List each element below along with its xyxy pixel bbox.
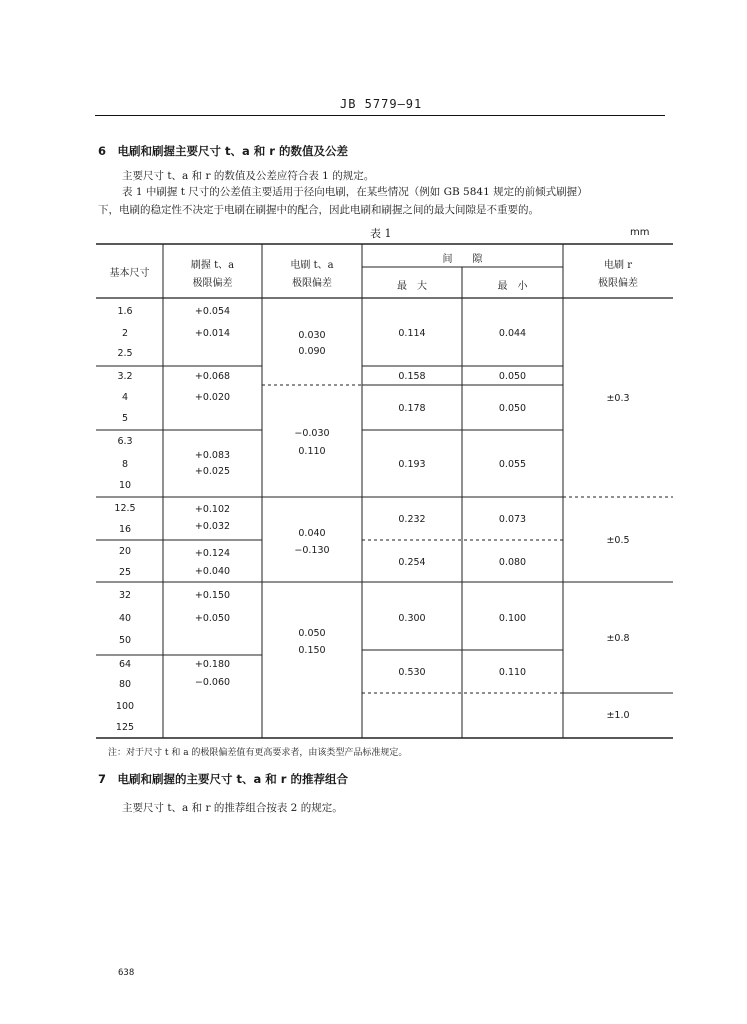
header-brush-line1: 电刷 t、a [290,260,334,271]
section-6-para2-line1: 表 1 中刷握 t 尺寸的公差值主要适用于径向电刷，在某些情况（例如 GB 5841 规定的前倾式刷握） [122,186,588,198]
brush-deviation-lower: −0.130 [294,545,330,556]
basic-size-cell: 5 [121,413,129,424]
brush-deviation-upper: 0.030 [298,330,326,341]
clearance-min: 0.050 [498,371,527,382]
basic-size-cell: 80 [118,679,132,690]
brush-deviation-lower: 0.150 [298,645,326,656]
standard-number: JB 5779—91 [340,97,423,111]
clearance-max: 0.158 [398,371,426,382]
holder-deviation-lower: +0.014 [194,328,231,339]
basic-size-cell: 20 [118,546,132,557]
header-holder-line2: 极限偏差 [192,278,233,289]
clearance-max: 0.300 [398,613,426,624]
clearance-min: 0.050 [498,403,527,414]
holder-deviation-upper: +0.102 [194,504,231,515]
clearance-min: 0.100 [498,613,527,624]
section-6-para2-line2: 下，电刷的稳定性不决定于电刷在刷握中的配合，因此电刷和刷握之间的最大间隙是不重要的。 [98,204,539,216]
holder-deviation-upper: +0.150 [194,590,231,601]
brush-deviation-upper: −0.030 [294,428,330,439]
clearance-max: 0.530 [398,667,426,678]
header-basic-size: 基本尺寸 [109,268,150,279]
clearance-max: 0.178 [398,403,426,414]
clearance-min: 0.055 [498,459,527,470]
basic-size-cell: 2 [121,328,129,339]
basic-size-cell: 100 [115,701,135,712]
clearance-min: 0.073 [498,514,527,525]
r-deviation: ±0.5 [606,535,630,546]
basic-size-cell: 3.2 [117,371,133,382]
holder-deviation-lower: +0.025 [194,466,231,477]
holder-deviation-upper: +0.068 [194,371,231,382]
page-number: 638 [118,968,135,978]
r-deviation: ±0.8 [606,633,630,644]
holder-deviation-upper: +0.124 [194,548,231,559]
clearance-min: 0.044 [498,328,527,339]
header-r-line1: 电刷 r [604,260,632,271]
header-r-line2: 极限偏差 [598,278,638,289]
holder-deviation-upper: +0.054 [194,306,231,317]
clearance-min: 0.110 [498,667,527,678]
brush-deviation-upper: 0.040 [298,528,326,539]
basic-size-cell: 8 [121,459,129,470]
basic-size-cell: 4 [121,392,129,403]
brush-deviation-upper: 0.050 [298,628,326,639]
basic-size-cell: 64 [118,659,132,670]
header-clearance-min: 最 小 [497,281,528,292]
basic-size-cell: 6.3 [117,436,133,447]
basic-size-cell: 12.5 [114,503,136,514]
holder-deviation-upper: +0.083 [194,450,231,461]
basic-size-cell: 25 [118,567,132,578]
basic-size-cell: 125 [115,722,135,733]
clearance-max: 0.193 [398,459,426,470]
header-holder-line1: 刷握 t、a [190,260,235,271]
holder-deviation-upper: +0.180 [194,659,231,670]
section-7-para: 主要尺寸 t、a 和 r 的推荐组合按表 2 的规定。 [122,802,343,814]
holder-deviation-lower: +0.032 [194,521,231,532]
r-deviation: ±0.3 [606,393,630,404]
section-6-para1: 主要尺寸 t、a 和 r 的数值及公差应符合表 1 的规定。 [122,170,375,182]
basic-size-cell: 40 [118,613,132,624]
holder-deviation-lower: +0.040 [194,566,231,577]
basic-size-cell: 50 [118,635,132,646]
clearance-min: 0.080 [498,557,527,568]
basic-size-cell: 1.6 [117,306,133,317]
table-caption: 表 1 [370,227,392,240]
header-clearance-max: 最 大 [397,281,427,292]
brush-deviation-lower: 0.090 [298,346,326,357]
basic-size-cell: 10 [118,480,132,491]
header-clearance: 间 隙 [442,254,483,265]
clearance-max: 0.232 [398,514,426,525]
header-brush-line2: 极限偏差 [292,278,332,289]
basic-size-cell: 32 [118,590,132,601]
table-unit: mm [630,227,650,238]
holder-deviation-lower: +0.020 [194,392,231,403]
section-7-title: 7 电刷和刷握的主要尺寸 t、a 和 r 的推荐组合 [98,772,348,786]
r-deviation: ±1.0 [606,710,630,721]
holder-deviation-lower: +0.050 [194,613,231,624]
clearance-max: 0.254 [398,557,426,568]
basic-size-cell: 16 [118,524,132,535]
table-note: 注：对于尺寸 t 和 a 的极限偏差值有更高要求者，由该类型产品标准规定。 [108,748,408,758]
clearance-max: 0.114 [398,328,426,339]
section-6-title: 6 电刷和刷握主要尺寸 t、a 和 r 的数值及公差 [98,144,348,158]
basic-size-cell: 2.5 [117,348,133,359]
brush-deviation-lower: 0.110 [298,446,326,457]
holder-deviation-lower: −0.060 [194,677,231,688]
